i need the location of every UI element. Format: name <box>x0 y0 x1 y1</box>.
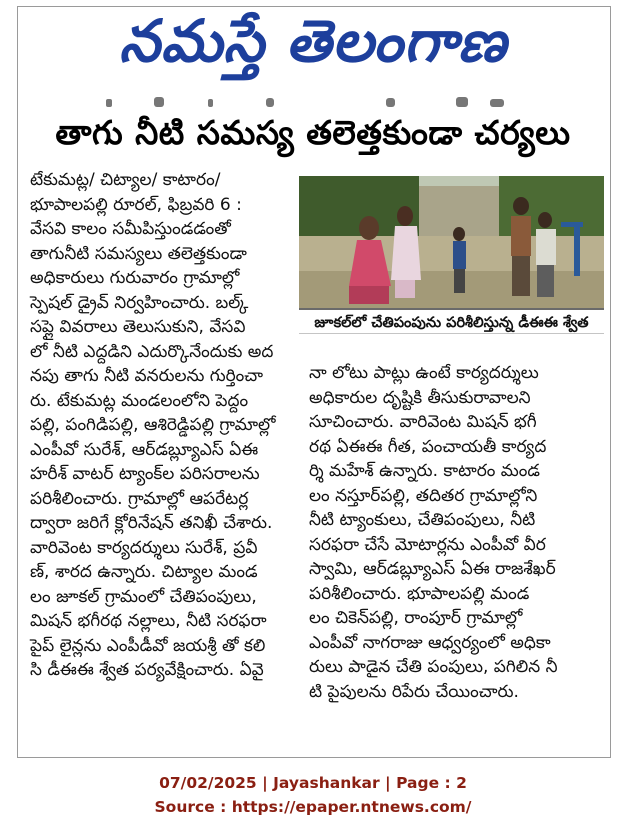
article-line: పల్లి, పంగిడిపల్లి, ఆశిరెడ్డిపల్లి గ్రామాల్లో <box>30 415 276 435</box>
article-line: టి పైపులను రిపేరు చేయించారు. <box>309 681 519 702</box>
newspaper-masthead: నమస్తే తెలంగాణ <box>119 7 507 75</box>
article-line: నీటి ట్యాంకులు, చేతిపంపులు, నీటి <box>309 510 536 530</box>
article-line: పైప్ లైన్లను ఎంపీడీవో జయశ్రీ తో కలి <box>30 635 266 656</box>
article-line: అధికారుల దృష్టికి తీసుకురావాలని <box>309 387 531 408</box>
article-line: స్వామి, ఆర్‌డబ్ల్యూఎస్ ఏఈ రాజశేఖర్ <box>309 559 556 579</box>
article-line: ఎంపీవో నాగరాజు ఆధ్వర్యంలో అధికా <box>309 632 551 653</box>
photo-illustration <box>299 176 604 308</box>
article-line: లో నీటి ఎద్దడిని ఎదుర్కొనేందుకు అద <box>30 341 274 362</box>
article-line: వేసవి కాలం సమీపిస్తుండడంతో <box>30 219 231 239</box>
article-line: రు. టేకుమట్ల మండలంలోని పెద్దం <box>30 390 249 411</box>
article-column-right <box>309 361 600 704</box>
article-line: భూపాలపల్లి రూరల్, ఫిబ్రవరి 6 : <box>30 194 242 215</box>
article-line: తాగునీటి సమస్యలు తలెత్తకుండా <box>30 243 247 264</box>
article-line: మిషన్ భగీరథ నల్లాలు, నీటి సరఫరా <box>30 611 267 631</box>
article-line: ణ్, శారద ఉన్నారు. చిట్యాల మండ <box>30 562 258 582</box>
article-line: సరఫరా చేసే మోటార్లను ఎంపీవో వీర <box>309 534 546 555</box>
article-line: లం చికెన్‌పల్లి, రాంపూర్ గ్రామాల్లో <box>309 608 523 628</box>
footer-date-edition: 07/02/2025 | Jayashankar | Page : 2 <box>159 774 467 792</box>
article-line: నా లోటు పాట్లు ఉంటే కార్యదర్శులు <box>309 363 539 383</box>
article-line: సి డీఈఈ శ్వేత పర్యవేక్షించారు. ఏవై <box>30 660 264 680</box>
article-line: ర్శి మహేశ్ ఉన్నారు. కాటారం మండ <box>309 461 540 481</box>
article-line: లం నస్తూర్‌పల్లి, తదితర గ్రామాల్లోని <box>309 485 538 506</box>
article-line: హరీశ్ వాటర్ ట్యాంక్‌ల పరిసరాలను <box>30 464 260 484</box>
article-line: లం జూకల్ గ్రామంలో చేతిపంపులు, <box>30 586 257 607</box>
article-line: సప్లై వివరాలు తెలుసుకుని, వేసవి <box>30 317 246 337</box>
article-line: టేకుమట్ల/ చిట్యాల/ కాటారం/ <box>30 170 221 190</box>
footer-source: Source : https://epaper.ntnews.com/ <box>154 798 472 816</box>
article-line: ద్వారా జరిగే క్లోరినేషన్ తనిఖీ చేశారు. <box>30 513 273 533</box>
article-photo <box>299 176 604 308</box>
article-line: రథ ఏఈఈ గీత, పంచాయతీ కార్యద <box>309 436 547 457</box>
article-line: రులు పాడైన చేతి పంపులు, పగిలిన నీ <box>309 657 558 677</box>
article-column-left <box>30 168 300 683</box>
article-line: స్పెషల్ డ్రైవ్ నిర్వహించారు. బల్క్ <box>30 292 249 313</box>
article-headline: తాగు నీటి సమస్య తలెత్తకుండా చర్యలు <box>55 113 571 152</box>
photo-caption: జూకల్‌లో చేతిపంపును పరిశీలిస్తున్న డీఈఈ శ్వేత <box>299 308 604 334</box>
article-line: సూచించారు. వారివెంట మిషన్ భగీ <box>309 412 537 432</box>
article-line: ఎంపీవో సురేశ్, ఆర్‌డబ్ల్యూఎస్ ఏఈ <box>30 439 259 460</box>
article-line: నపు తాగు నీటి వనరులను గుర్తించా <box>30 366 264 386</box>
article-line: పరిశీలించారు. భూపాలపల్లి మండ <box>309 583 530 604</box>
article-line: వారివెంట కార్యదర్శులు సురేశ్, ప్రవీ <box>30 537 258 558</box>
article-line: అధికారులు గురువారం గ్రామాల్లో <box>30 268 240 288</box>
article-line: పరిశీలించారు. గ్రామాల్లో ఆపరేటర్ల <box>30 488 249 509</box>
